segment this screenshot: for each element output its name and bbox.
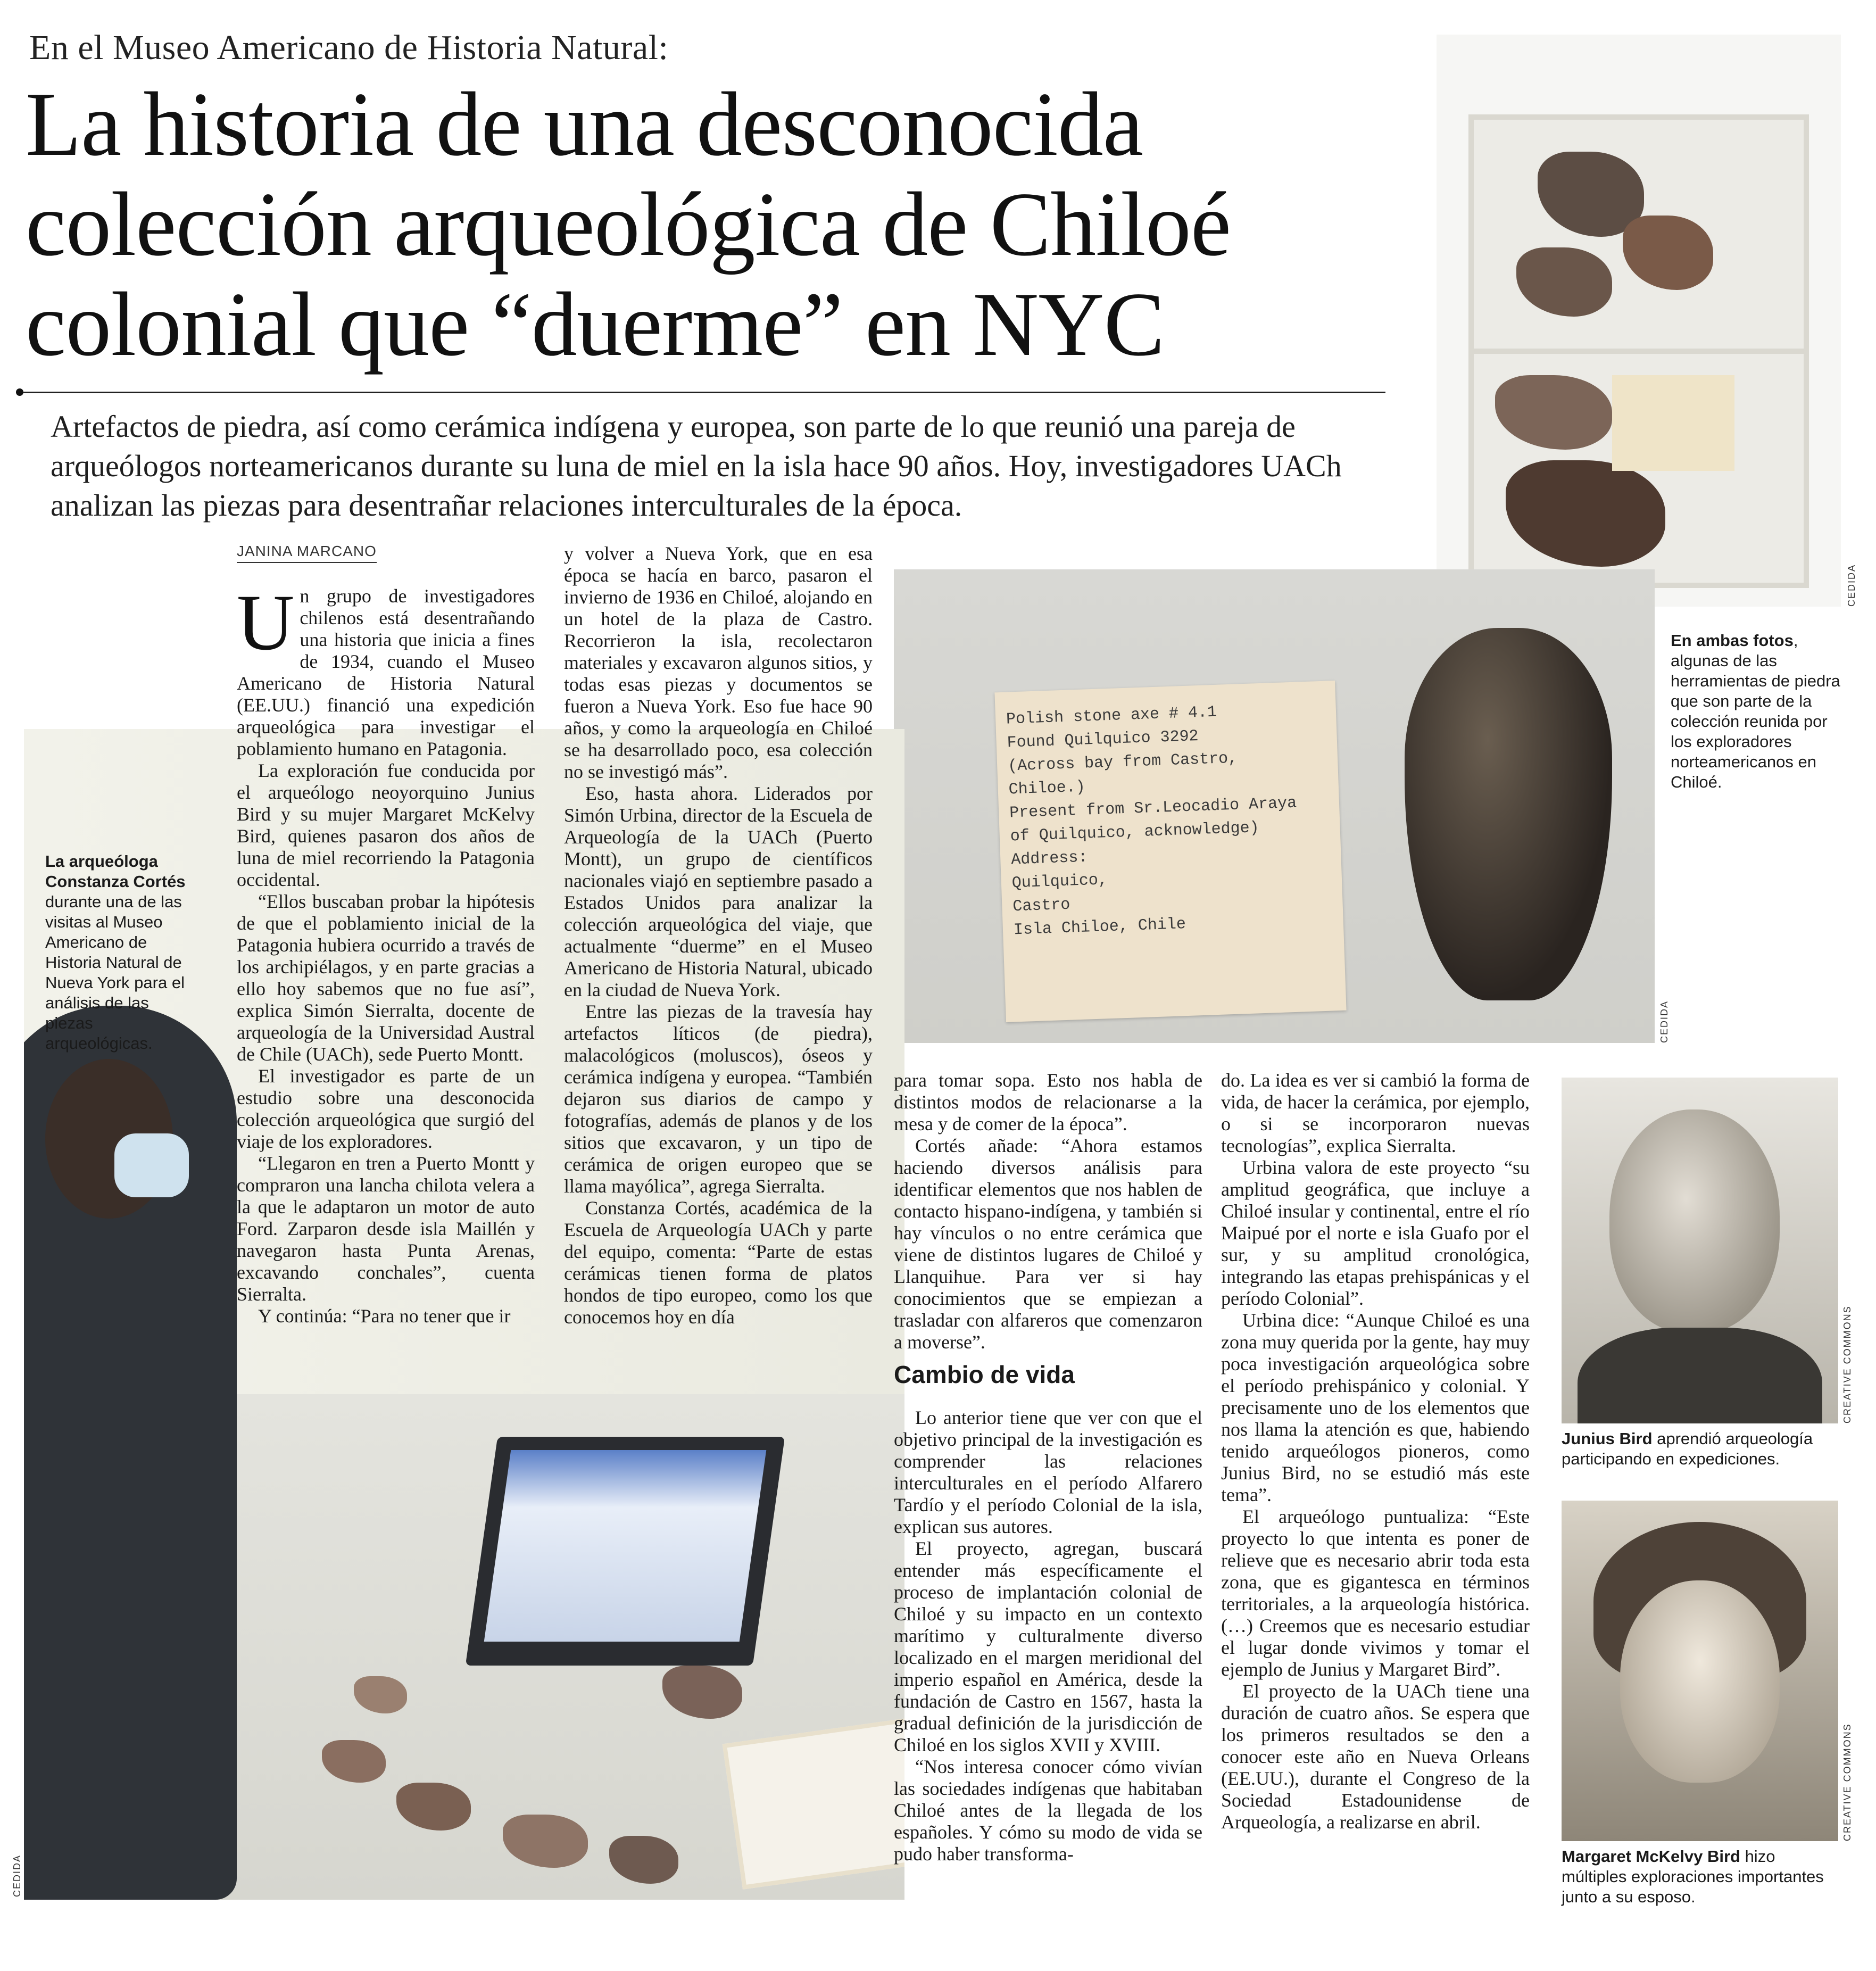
deck: Artefactos de piedra, así como cerámica indígena y europea, son parte de lo que reunió una pareja de arqueólogos norteamericanos durante su luna de miel en la isla hace 90 años. Hoy, investigadores UACh analizan las piezas para desentrañar relaciones interculturales de la época. — [51, 409, 1342, 523]
credit-creative-commons: CREATIVE COMMONS — [1842, 1305, 1853, 1423]
byline: JANINA MARCANO — [237, 543, 377, 563]
article-column-4 — [1221, 1070, 1530, 1833]
caption-text: , algunas de las herramientas de piedra que son parte de la colección reunida por los exploradores norteamericanos en Chiloé. — [1671, 631, 1840, 791]
photo-stone-axe — [894, 569, 1655, 1043]
photo-artifact-boxes — [1437, 35, 1841, 607]
paragraph: n grupo de investigadores chilenos está desentrañando una historia que inicia a fines de 1934, cuando el Museo Americano de Historia Natural (EE.UU.) financió una expedición arqueológica para investigar el poblamiento humano en Patagonia. — [237, 585, 535, 759]
handwritten-label — [1612, 375, 1734, 471]
caption-bold: La arqueóloga Constanza Cortés — [45, 852, 186, 891]
caption-text: durante una de las visitas al Museo Americano de Historia Natural de Nueva York para el análisis de las piezas arqueológicas. — [45, 892, 185, 1053]
article-column-3 — [894, 1070, 1202, 1865]
tag-text: Polish stone axe # 4.1 Found Quilquico 3292 (Across bay from Castro, Chiloe.) Present from Sr.Leocadio Araya of Quilquico, acknowledge) Address: Quilquico, Castro Isla Chiloe, Chile — [1006, 703, 1297, 940]
paragraph: Y continúa: “Para no tener que ir — [258, 1305, 511, 1327]
paragraph: y volver a Nueva York, que en esa época se hacía en barco, pasaron el invierno de 1936 en Chiloé, alojando en un hotel de la plaza de Castro. Recorrieron la isla, recolectaron materiales y excavaron algunos sitios, y todas esas piezas y documentos se fueron a Nueva York. Eso fue hace 90 años, y como la arqueología en Chiloé se ha desarrollado poco, esa colección no se investigó más”. — [564, 543, 873, 782]
headline-rule — [23, 392, 1385, 393]
caption-bold: Junius Bird — [1562, 1429, 1653, 1448]
paragraph: “Nos interesa conocer cómo vivían las sociedades indígenas que habitaban Chiloé antes de la llegada de los españoles. Y cómo su modo de vida se pudo haber transforma- — [894, 1756, 1202, 1865]
caption-bold: En ambas fotos — [1671, 631, 1794, 650]
sample-box — [723, 1716, 904, 1890]
paragraph: Lo anterior tiene que ver con que el objetivo principal de la investigación es comprender las relaciones interculturales en el período Alfarero Tardío y el período Colonial de la isla, explican sus autores. — [894, 1407, 1202, 1537]
specimen-tag — [994, 681, 1346, 1022]
paragraph: El investigador es parte de un estudio sobre una desconocida colección arqueológica que surgió del viaje de los exploradores. — [237, 1065, 535, 1152]
photo-margaret-bird — [1562, 1501, 1838, 1841]
caption-text: hizo múltiples exploraciones importantes junto a su esposo. — [1562, 1847, 1824, 1906]
caption-lab — [45, 851, 200, 1054]
paragraph: Entre las piezas de la travesía hay artefactos líticos (de piedra), malacológicos (moluscos), óseos y cerámica indígena y europea. “También dejaron sus diarios de campo y fotografías, además de planos y de los sitios que excavaron, y un tipo de cerámica de origen europeo que se llama mayólica”, agrega Sierralta. — [564, 1001, 873, 1197]
paragraph: Cortés añade: “Ahora estamos haciendo diversos análisis para identificar elementos que nos hablen de contacto hispano-indígena, y también si hay vínculos o no entre cerámica que viene de distintos lugares de Chiloé y Llanquihue. Para ver si hay conocimientos que se empiezan a trasladar con alfareros que comenzaron a moverse”. — [894, 1135, 1202, 1353]
rule-dot — [16, 388, 23, 396]
paragraph: Eso, hasta ahora. Liderados por Simón Urbina, director de la Escuela de Arqueología de la UACh (Puerto Montt), un grupo de científicos nacionales viajó en septiembre pasado a Estados Unidos para analizar la colección arqueológica del viaje, que actualmente “duerme” en el Museo Americano de Historia Natural, ubicado en la ciudad de Nueva York. — [564, 783, 873, 1000]
paragraph: Urbina dice: “Aunque Chiloé es una zona muy querida por la gente, hay muy poca investigación arqueológica sobre el período prehispánico y colonial. Y precisamente uno de los elementos que nos llama la atención es que, habiendo tenido arqueólogos pioneros, como Junius Bird, no se estudió más este tema”. — [1221, 1310, 1530, 1505]
caption-both-photos — [1671, 631, 1852, 792]
paragraph: El proyecto de la UACh tiene una duración de cuatro años. Se espera que los primeros resultados se den a conocer este año en Nueva Orleans (EE.UU.), durante el Congreso de la Sociedad Estadounidense de Arqueología, a realizarse en abril. — [1221, 1680, 1530, 1833]
paragraph: El proyecto, agregan, buscará entender más específicamente el proceso de implantación colonial de Chiloé y su impacto en un contexto marítimo y culturalmente diverso localizado en el margen meridional del imperio español en América, desde la fundación de Castro en 1567, hasta la gradual definición de la jurisdicción de Chiloé en los siglos XVII y XVIII. — [894, 1538, 1202, 1755]
paragraph: para tomar sopa. Esto nos habla de distintos modos de relacionarse a la mesa y de comer de la época”. — [894, 1070, 1202, 1134]
caption-margaret-bird — [1562, 1846, 1844, 1907]
paragraph: “Llegaron en tren a Puerto Montt y compraron una lancha chilota velera a la que le adaptaron un motor de auto Ford. Zarparon desde isla Maillén y navegaron hasta Punta Arenas, excavando conchales”, cuenta Sierralta. — [237, 1153, 535, 1305]
shard — [1623, 216, 1713, 290]
article-column-2 — [564, 543, 873, 1328]
caption-text: aprendió arqueología participando en expediciones. — [1562, 1429, 1813, 1468]
kicker: En el Museo Americano de Historia Natural: — [29, 28, 669, 67]
artifact-tray-top — [1468, 114, 1809, 354]
shard — [1516, 247, 1612, 317]
credit-cedida: CEDIDA — [12, 1854, 22, 1897]
paragraph: El arqueólogo puntualiza: “Este proyecto lo que intenta es poner de relieve que es necesario abrir toda esta zona, que es gigantesca en términos territoriales, a la arqueología histórica. (…) Creemos que es necesario estudiar el lugar donde vivimos y tomar el ejemplo de Junius y Margaret Bird”. — [1221, 1506, 1530, 1680]
article-column-1 — [237, 578, 535, 1327]
headline: La historia de una desconocida colección arqueológica de Chiloé colonial que “duerme” en NYC — [26, 74, 1231, 375]
paragraph: Urbina valora de este proyecto “su amplitud geográfica, que incluye a Chiloé insular y continental, entre el río Maipué por el norte e isla Guafo por el sur, y su amplitud cronológica, integrando las etapas prehispánicas y el período Colonial”. — [1221, 1157, 1530, 1309]
credit-cedida: CEDIDA — [1659, 1000, 1670, 1043]
face-mask — [114, 1133, 189, 1197]
paragraph: La exploración fue conducida por el arqueólogo neoyorquino Junius Bird y su mujer Margaret McKelvy Bird, quienes pasaron dos años de luna de miel recorriendo la Patagonia occidental. — [237, 760, 535, 890]
laptop-screen — [484, 1450, 767, 1642]
credit-creative-commons: CREATIVE COMMONS — [1842, 1723, 1853, 1841]
paragraph: “Ellos buscaban probar la hipótesis de que el poblamiento inicial de la Patagonia hubiera ocurrido a través de los archipiélagos, y en parte gracias a ello hoy sabemos que no fue así”, explica Simón Sierralta, docente de arqueología de la Universidad Austral de Chile (UACh), sede Puerto Montt. — [237, 891, 535, 1065]
paragraph: Constanza Cortés, académica de la Escuela de Arqueología UACh y parte del equipo, comenta: “Parte de estas cerámicas tienen forma de platos hondos de tipo europeo, como los que conocemos hoy en día — [564, 1197, 873, 1328]
paragraph: do. La idea es ver si cambió la forma de vida, de hacer la cerámica, por ejemplo, o si se incorporaron nuevas tecnologías”, explica Sierralta. — [1221, 1070, 1530, 1156]
shard — [1495, 375, 1612, 450]
portrait-face — [1620, 1580, 1780, 1783]
portrait-face — [1609, 1109, 1780, 1333]
photo-junius-bird — [1562, 1078, 1838, 1423]
caption-bold: Margaret McKelvy Bird — [1562, 1847, 1740, 1866]
subhead: Cambio de vida — [894, 1361, 1075, 1388]
stone-axe — [1405, 628, 1612, 1000]
caption-junius-bird — [1562, 1429, 1844, 1469]
credit-cedida: CEDIDA — [1846, 564, 1857, 607]
drop-cap: U — [237, 578, 295, 667]
shard — [1506, 460, 1665, 567]
portrait-jacket — [1578, 1328, 1822, 1423]
